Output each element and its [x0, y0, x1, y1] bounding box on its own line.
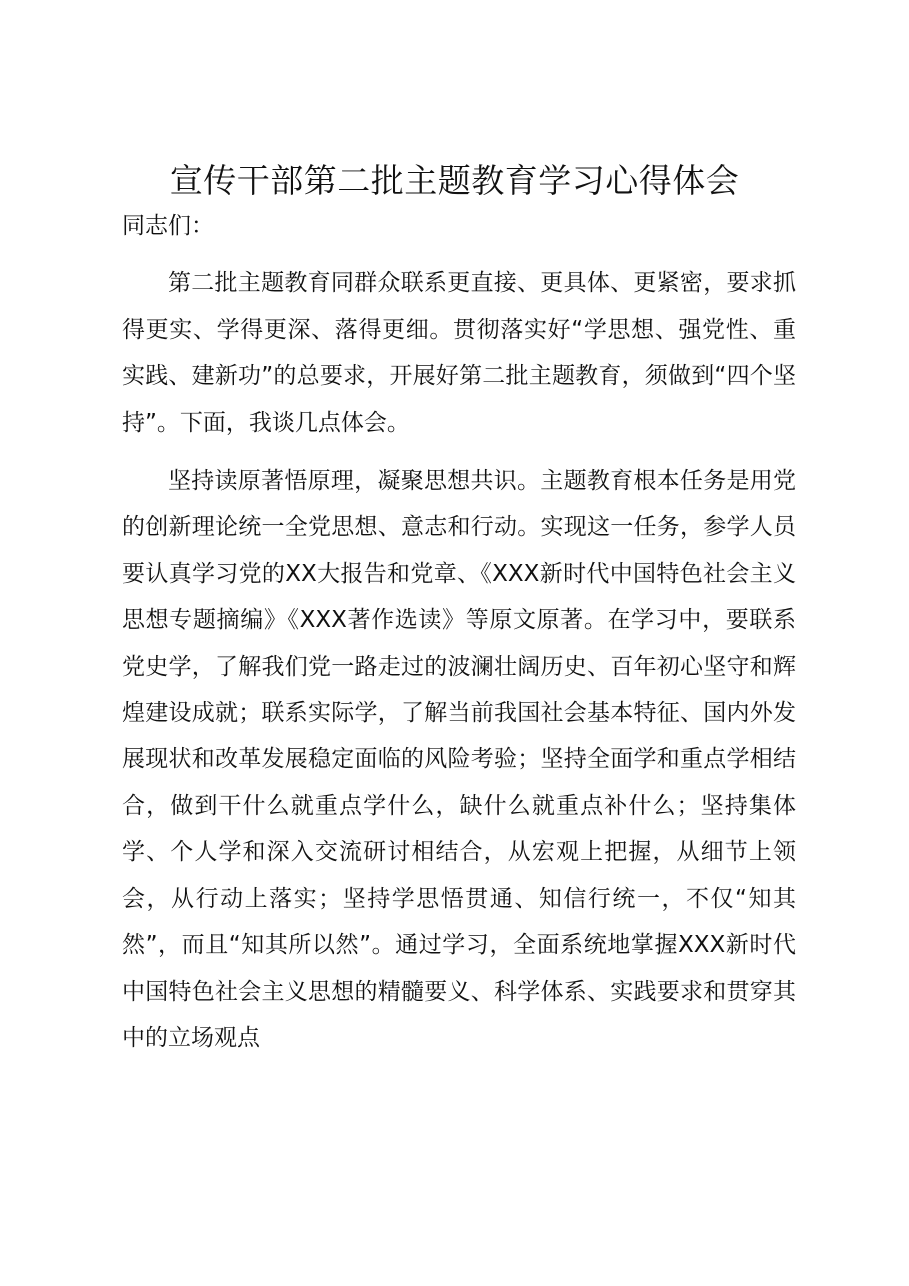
- document-title: 宣传干部第二批主题教育学习心得体会: [169, 161, 740, 200]
- salutation: 同志们：: [122, 213, 214, 239]
- paragraph-1: 第二批主题教育同群众联系更直接、更具体、更紧密，要求抓得更实、学得更深、落得更细。贯彻落实好“学思想、强党性、重实践、建新功”的总要求，开展好第二批主题教育，须做到“四个坚持”。下面，我谈几点体会。: [122, 270, 796, 436]
- document-body: [122, 203, 796, 1073]
- paragraph-2: 坚持读原著悟原理，凝聚思想共识。主题教育根本任务是用党的创新理论统一全党思想、意志和行动。实现这一任务，参学人员要认真学习党的XX大报告和党章、《XXX新时代中国特色社会主义思想专题摘编》《XXX著作选读》等原文原著。在学习中，要联系党史学，了解我们党一路走过的波澜壮阔历史、百年初心坚守和辉煌建设成就；联系实际学，了解当前我国社会基本特征、国内外发展现状和改革发展稳定面临的风险考验；坚持全面学和重点学相结合，做到干什么就重点学什么，缺什么就重点补什么；坚持集体学、个人学和深入交流研讨相结合，从宏观上把握，从细节上领会，从行动上落实；坚持学思悟贯通、知信行统一，不仅“知其然”，而且“知其所以然”。通过学习，全面系统地掌握XXX新时代中国特色社会主义思想的精髓要义、科学体系、实践要求和贯穿其中的立场观点: [122, 468, 796, 1051]
